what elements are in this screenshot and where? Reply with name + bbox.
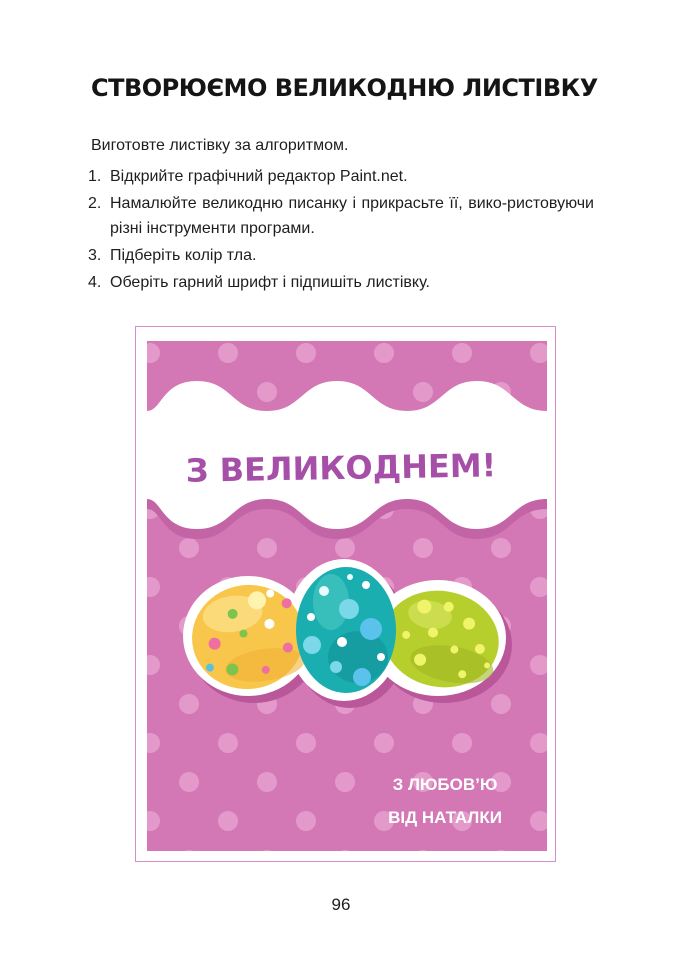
step-number: 3. bbox=[88, 247, 102, 264]
signature-line-1: З ЛЮБОВ’Ю bbox=[392, 775, 498, 794]
step-number: 2. bbox=[88, 195, 102, 212]
page-number: 96 bbox=[331, 895, 351, 914]
step-text: Відкрийте графічний редактор Paint.net. bbox=[110, 168, 408, 185]
step-4 bbox=[88, 270, 594, 295]
step-text: Підберіть колір тла. bbox=[110, 247, 257, 264]
step-3 bbox=[88, 243, 594, 268]
step-number: 1. bbox=[88, 168, 102, 185]
greeting-title: З ВЕЛИКОДНЕМ! bbox=[185, 446, 497, 490]
signature-line-2: ВІД НАТАЛКИ bbox=[388, 808, 502, 827]
easter-card-illustration bbox=[136, 327, 557, 863]
step-text: Намалюйте великодню писанку і прикрасьте її, вико-ристовуючи різні інструменти програми. bbox=[110, 195, 594, 237]
intro-text: Виготовте листівку за алгоритмом. bbox=[91, 137, 349, 154]
steps-list bbox=[88, 164, 594, 297]
easter-card bbox=[135, 326, 556, 862]
step-text: Оберіть гарний шрифт і підпишіть листівку. bbox=[110, 274, 430, 291]
page-title: СТВОРЮЄМО ВЕЛИКОДНЮ ЛИСТІВКУ bbox=[91, 74, 598, 102]
step-number: 4. bbox=[88, 274, 102, 291]
teal-egg bbox=[296, 567, 396, 693]
step-1 bbox=[88, 164, 594, 189]
step-2 bbox=[88, 191, 594, 241]
